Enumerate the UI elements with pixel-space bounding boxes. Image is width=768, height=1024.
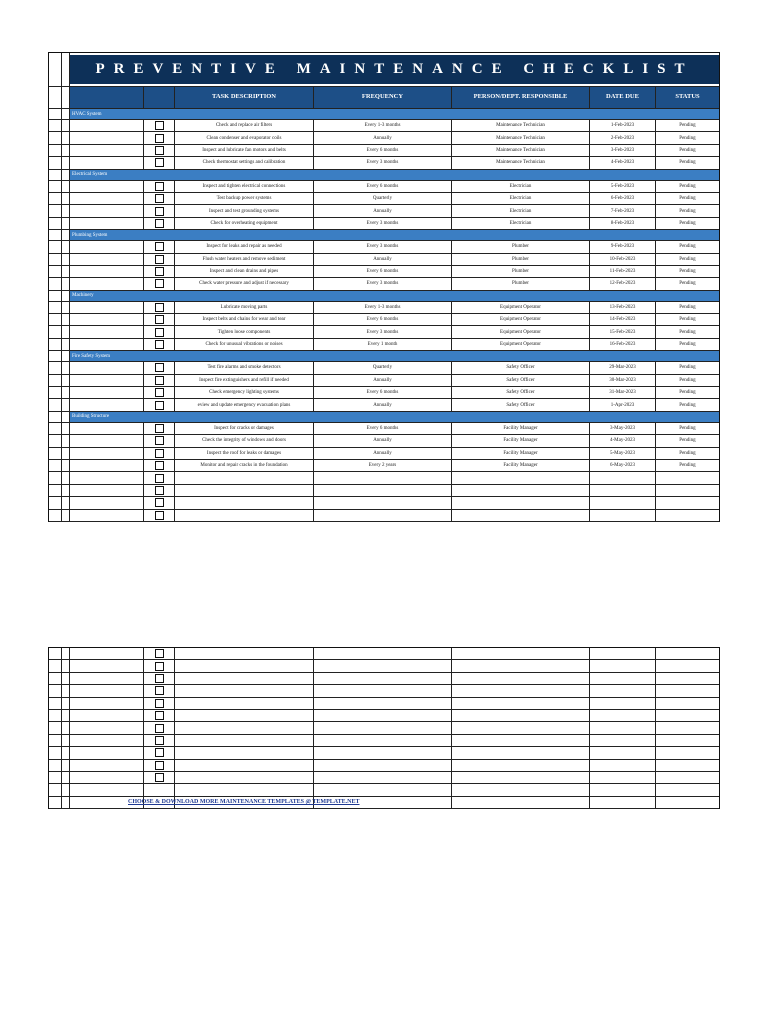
- task-row: [49, 218, 719, 230]
- task-status: Pending: [679, 450, 696, 456]
- task-status: Pending: [679, 402, 696, 408]
- task-frequency: Every 6 months: [314, 145, 452, 156]
- task-checkbox[interactable]: [155, 363, 164, 372]
- task-description: Check for unusual vibrations or noises: [175, 339, 314, 350]
- task-row: [49, 181, 719, 193]
- blank-row: [49, 722, 719, 734]
- task-due-date: 3-May-2023: [590, 423, 656, 434]
- header-task: TASK DESCRIPTION: [175, 87, 314, 108]
- blank-row: [49, 472, 719, 484]
- task-checkbox[interactable]: [155, 724, 164, 733]
- task-status: Pending: [679, 377, 696, 383]
- page-title: PREVENTIVE MAINTENANCE CHECKLIST: [70, 55, 719, 84]
- task-row: [49, 326, 719, 338]
- task-frequency: Every 6 months: [314, 387, 452, 398]
- task-checkbox[interactable]: [155, 449, 164, 458]
- task-status: Pending: [679, 269, 696, 275]
- category-label: Fire Safety System: [70, 351, 175, 361]
- task-checkbox[interactable]: [155, 674, 164, 683]
- task-checkbox[interactable]: [155, 242, 164, 251]
- category-row: [49, 109, 719, 120]
- task-due-date: 2-Feb-2023: [590, 132, 656, 143]
- task-frequency: Every 3 months: [314, 278, 452, 289]
- task-status: Pending: [679, 183, 696, 189]
- task-description: Inspect for cracks or damages: [175, 423, 314, 434]
- task-row: [49, 241, 719, 253]
- task-checkbox[interactable]: [155, 761, 164, 770]
- task-responsible: Equipment Operator: [452, 326, 590, 337]
- task-due-date: 15-Feb-2023: [590, 326, 656, 337]
- task-due-date: 16-Feb-2023: [590, 339, 656, 350]
- task-row: [49, 375, 719, 387]
- blank-row: [49, 760, 719, 772]
- task-frequency: Every 3 months: [314, 326, 452, 337]
- category-row: [49, 230, 719, 241]
- task-frequency: Every 2 years: [314, 460, 452, 471]
- task-checkbox[interactable]: [155, 699, 164, 708]
- task-frequency: Every 3 months: [314, 218, 452, 229]
- task-row: [49, 460, 719, 472]
- category-label: Plumbing System: [70, 230, 175, 240]
- task-description: Monitor and repair cracks in the foundation: [175, 460, 314, 471]
- task-row: [49, 302, 719, 314]
- task-frequency: Annually: [314, 132, 452, 143]
- task-frequency: Every 6 months: [314, 181, 452, 192]
- task-responsible: Electrician: [452, 218, 590, 229]
- task-checkbox[interactable]: [155, 748, 164, 757]
- task-checkbox[interactable]: [155, 711, 164, 720]
- header-row: [49, 87, 719, 109]
- task-responsible: Equipment Operator: [452, 314, 590, 325]
- task-checkbox[interactable]: [155, 376, 164, 385]
- task-responsible: Equipment Operator: [452, 302, 590, 313]
- task-due-date: 29-Mar-2023: [590, 362, 656, 373]
- task-frequency: Quarterly: [314, 193, 452, 204]
- task-checkbox[interactable]: [155, 474, 164, 483]
- task-row: [49, 399, 719, 411]
- blank-row: [49, 772, 719, 784]
- header-status: STATUS: [656, 87, 719, 108]
- task-status: Pending: [679, 208, 696, 214]
- task-responsible: Electrician: [452, 193, 590, 204]
- task-checkbox[interactable]: [155, 511, 164, 520]
- task-frequency: Annually: [314, 399, 452, 410]
- blank-row: [49, 698, 719, 710]
- task-due-date: 4-Feb-2023: [590, 157, 656, 168]
- header-due: DATE DUE: [590, 87, 656, 108]
- task-status: Pending: [679, 365, 696, 371]
- task-status: Pending: [679, 438, 696, 444]
- task-row: [49, 435, 719, 447]
- task-frequency: Annually: [314, 375, 452, 386]
- task-checkbox[interactable]: [155, 662, 164, 671]
- task-frequency: Every 1-3 months: [314, 120, 452, 131]
- task-status: Pending: [679, 329, 696, 335]
- task-status: Pending: [679, 317, 696, 323]
- task-due-date: 31-Mar-2023: [590, 387, 656, 398]
- task-row: [49, 120, 719, 132]
- task-responsible: Maintenance Technician: [452, 157, 590, 168]
- blank-row: [49, 710, 719, 722]
- task-responsible: Facility Manager: [452, 423, 590, 434]
- task-description: Test fire alarms and smoke detectors: [175, 362, 314, 373]
- task-frequency: Every 1-3 months: [314, 302, 452, 313]
- task-checkbox[interactable]: [155, 461, 164, 470]
- task-row: [49, 448, 719, 460]
- task-description: Check and replace air filters: [175, 120, 314, 131]
- task-due-date: 6-May-2023: [590, 460, 656, 471]
- task-due-date: 3-Feb-2023: [590, 145, 656, 156]
- checklist-table-page-2: [48, 647, 720, 809]
- task-description: Test backup power systems: [175, 193, 314, 204]
- task-row: [49, 387, 719, 399]
- task-status: Pending: [679, 390, 696, 396]
- task-description: Inspect for leaks and repair as needed: [175, 241, 314, 252]
- task-due-date: 11-Feb-2023: [590, 266, 656, 277]
- task-row: [49, 362, 719, 374]
- blank-row: [49, 485, 719, 497]
- task-due-date: 12-Feb-2023: [590, 278, 656, 289]
- task-description: Check water pressure and adjust if necessary: [175, 278, 314, 289]
- category-row: [49, 412, 719, 423]
- task-checkbox[interactable]: [155, 401, 164, 410]
- header-frequency: FREQUENCY: [314, 87, 452, 108]
- task-responsible: Plumber: [452, 266, 590, 277]
- category-row: [49, 351, 719, 362]
- task-due-date: 10-Feb-2023: [590, 254, 656, 265]
- blank-row: [49, 497, 719, 509]
- task-description: Flush water heaters and remove sediment: [175, 254, 314, 265]
- task-checkbox[interactable]: [155, 388, 164, 397]
- task-status: Pending: [679, 304, 696, 310]
- task-status: Pending: [679, 160, 696, 166]
- task-description: Inspect and test grounding systems: [175, 205, 314, 216]
- task-description: Check emergency lighting systems: [175, 387, 314, 398]
- task-due-date: 7-Feb-2023: [590, 205, 656, 216]
- task-responsible: Equipment Operator: [452, 339, 590, 350]
- task-checkbox[interactable]: [155, 134, 164, 143]
- blank-row: [49, 510, 719, 522]
- task-due-date: 5-Feb-2023: [590, 181, 656, 192]
- task-row: [49, 254, 719, 266]
- task-responsible: Safety Officer: [452, 362, 590, 373]
- task-description: Clean condenser and evaporator coils: [175, 132, 314, 143]
- task-responsible: Plumber: [452, 278, 590, 289]
- task-checkbox[interactable]: [155, 328, 164, 337]
- task-description: Inspect and lubricate fan motors and belts: [175, 145, 314, 156]
- task-checkbox[interactable]: [155, 267, 164, 276]
- task-description: Check the integrity of windows and doors: [175, 435, 314, 446]
- blank-row: [49, 784, 719, 796]
- task-due-date: 5-May-2023: [590, 448, 656, 459]
- task-frequency: Annually: [314, 254, 452, 265]
- task-frequency: Annually: [314, 448, 452, 459]
- task-due-date: 30-Mar-2023: [590, 375, 656, 386]
- task-checkbox[interactable]: [155, 303, 164, 312]
- task-description: Tighten loose components: [175, 326, 314, 337]
- task-frequency: Every 6 months: [314, 314, 452, 325]
- task-description: Check for overheating equipment: [175, 218, 314, 229]
- task-description: Lubricate moving parts: [175, 302, 314, 313]
- task-checkbox[interactable]: [155, 686, 164, 695]
- task-status: Pending: [679, 342, 696, 348]
- task-checkbox[interactable]: [155, 255, 164, 264]
- task-status: Pending: [679, 426, 696, 431]
- task-frequency: Every 3 months: [314, 157, 452, 168]
- task-row: [49, 193, 719, 205]
- blank-row: [49, 747, 719, 759]
- category-label: Electrical System: [70, 170, 175, 180]
- task-description: Inspect and tighten electrical connections: [175, 181, 314, 192]
- task-responsible: Facility Manager: [452, 448, 590, 459]
- task-row: [49, 157, 719, 169]
- task-responsible: Safety Officer: [452, 387, 590, 398]
- task-description: Inspect the roof for leaks or damages: [175, 448, 314, 459]
- task-responsible: Safety Officer: [452, 375, 590, 386]
- task-frequency: Quarterly: [314, 362, 452, 373]
- task-responsible: Plumber: [452, 254, 590, 265]
- task-status: Pending: [679, 147, 696, 153]
- task-row: [49, 145, 719, 157]
- task-due-date: 4-May-2023: [590, 435, 656, 446]
- category-label: HVAC System: [70, 109, 175, 119]
- task-status: Pending: [679, 220, 696, 226]
- task-row: [49, 423, 719, 435]
- task-due-date: 8-Feb-2023: [590, 218, 656, 229]
- blank-row: [49, 660, 719, 672]
- task-due-date: 13-Feb-2023: [590, 302, 656, 313]
- category-row: [49, 170, 719, 181]
- task-due-date: 14-Feb-2023: [590, 314, 656, 325]
- task-responsible: Maintenance Technician: [452, 120, 590, 131]
- category-row: [49, 291, 719, 302]
- task-status: Pending: [679, 463, 696, 469]
- task-responsible: Plumber: [452, 241, 590, 252]
- task-responsible: Safety Officer: [452, 399, 590, 410]
- task-frequency: Every 6 months: [314, 266, 452, 277]
- title-row: [49, 53, 719, 87]
- task-row: [49, 314, 719, 326]
- blank-row: [49, 673, 719, 685]
- download-templates-link[interactable]: CHOOSE & DOWNLOAD MORE MAINTENANCE TEMPLATES @ TEMPLATE.NET: [128, 799, 360, 805]
- task-responsible: Maintenance Technician: [452, 132, 590, 143]
- task-checkbox[interactable]: [155, 158, 164, 167]
- task-due-date: 9-Feb-2023: [590, 241, 656, 252]
- task-checkbox[interactable]: [155, 182, 164, 191]
- task-status: Pending: [679, 123, 696, 129]
- task-status: Pending: [679, 244, 696, 250]
- category-label: Building Structure: [70, 412, 175, 422]
- task-description: Inspect fire extinguishers and refill if needed: [175, 375, 314, 386]
- task-frequency: Every 6 months: [314, 423, 452, 434]
- task-due-date: 6-Feb-2023: [590, 193, 656, 204]
- task-description: eview and update emergency evacuation plans: [175, 399, 314, 410]
- task-checkbox[interactable]: [155, 649, 164, 658]
- task-status: Pending: [679, 135, 696, 141]
- task-due-date: 1-Feb-2023: [590, 120, 656, 131]
- checklist-table-page-1: [48, 52, 720, 522]
- task-checkbox[interactable]: [155, 498, 164, 507]
- task-description: Check thermostat settings and calibration: [175, 157, 314, 168]
- category-label: Machinery: [70, 291, 175, 301]
- blank-row: [49, 735, 719, 747]
- task-row: [49, 266, 719, 278]
- task-checkbox[interactable]: [155, 121, 164, 130]
- task-checkbox[interactable]: [155, 436, 164, 445]
- task-row: [49, 205, 719, 217]
- task-due-date: 1-Apr-2023: [590, 399, 656, 410]
- task-checkbox[interactable]: [155, 340, 164, 349]
- blank-row: [49, 685, 719, 697]
- task-frequency: Every 1 month: [314, 339, 452, 350]
- task-checkbox[interactable]: [155, 315, 164, 324]
- task-checkbox[interactable]: [155, 424, 164, 433]
- task-row: [49, 278, 719, 290]
- blank-row: [49, 648, 719, 660]
- task-row: [49, 339, 719, 351]
- task-frequency: Annually: [314, 205, 452, 216]
- task-responsible: Electrician: [452, 205, 590, 216]
- task-responsible: Facility Manager: [452, 460, 590, 471]
- task-checkbox[interactable]: [155, 146, 164, 155]
- task-responsible: Maintenance Technician: [452, 145, 590, 156]
- task-checkbox[interactable]: [155, 773, 164, 782]
- task-checkbox[interactable]: [155, 736, 164, 745]
- task-status: Pending: [679, 196, 696, 202]
- task-checkbox[interactable]: [155, 194, 164, 203]
- task-responsible: Electrician: [452, 181, 590, 192]
- task-frequency: Annually: [314, 435, 452, 446]
- task-frequency: Every 3 months: [314, 241, 452, 252]
- header-person: PERSON/DEPT. RESPONSIBLE: [452, 87, 590, 108]
- task-checkbox[interactable]: [155, 486, 164, 495]
- task-checkbox[interactable]: [155, 219, 164, 228]
- task-row: [49, 132, 719, 144]
- task-status: Pending: [679, 256, 696, 262]
- task-description: Inspect and clean drains and pipes: [175, 266, 314, 277]
- task-description: Inspect belts and chains for wear and tear: [175, 314, 314, 325]
- task-responsible: Facility Manager: [452, 435, 590, 446]
- task-status: Pending: [679, 281, 696, 287]
- task-checkbox[interactable]: [155, 279, 164, 288]
- task-checkbox[interactable]: [155, 207, 164, 216]
